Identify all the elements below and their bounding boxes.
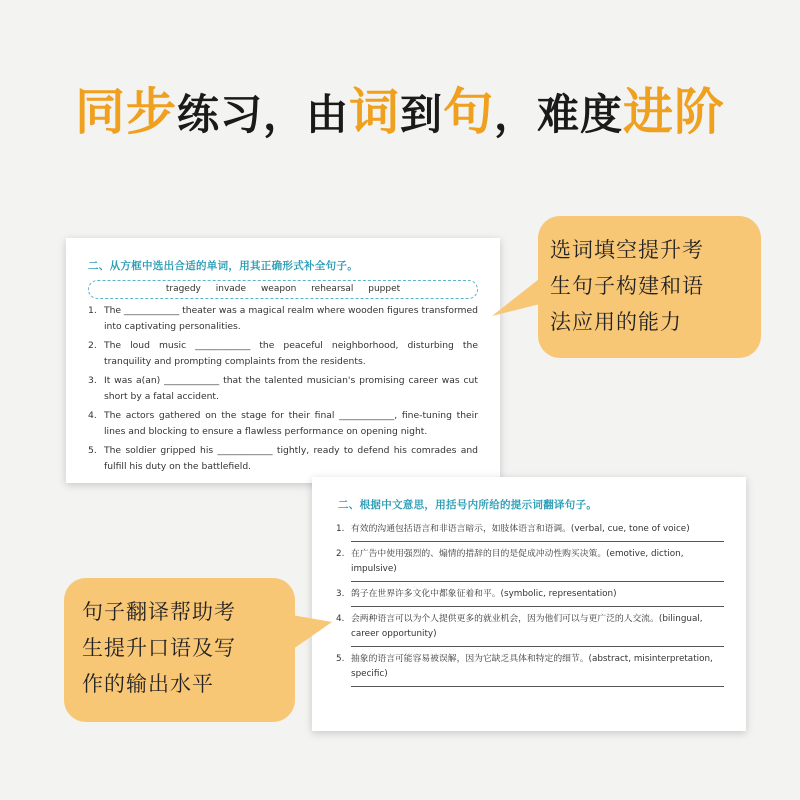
question-number: 3. xyxy=(88,375,97,386)
bubble-line: 法应用的能力 xyxy=(550,310,682,334)
question-number: 4. xyxy=(88,410,97,421)
bubble-line: 生提升口语及写 xyxy=(82,636,236,660)
answer-line xyxy=(351,686,724,687)
section-title: 二、根据中文意思，用括号内所给的提示词翻译句子。 xyxy=(338,499,598,511)
translation-item xyxy=(336,652,724,687)
item-text: 在广告中使用强烈的、煽情的措辞的目的是促成冲动性购买决策。(emotive, diction, impulsive) xyxy=(351,549,684,574)
item-text: 会两种语言可以为个人提供更多的就业机会，因为他们可以与更广泛的人交流。(bilingual, career opportunity) xyxy=(351,614,703,639)
question-number: 2. xyxy=(88,340,97,351)
translation-list xyxy=(334,522,724,687)
item-text: 有效的沟通包括语言和非语言暗示，如肢体语言和语调。(verbal, cue, tone of voice) xyxy=(351,524,690,534)
headline-part: ，难度 xyxy=(494,90,624,139)
bubble-line: 作的输出水平 xyxy=(82,672,214,696)
answer-line xyxy=(351,606,724,607)
translation-item xyxy=(336,587,724,607)
headline-part: 进阶 xyxy=(623,83,726,141)
word-bank-item: weapon xyxy=(260,284,297,294)
question-text: The soldier gripped his ____________ tightly, ready to defend his comrades and fulfill his duty on the battlefield. xyxy=(104,445,478,472)
question-item xyxy=(88,303,478,334)
answer-line xyxy=(351,646,724,647)
question-item xyxy=(88,443,478,474)
section-title: 二、从方框中选出合适的单词，用其正确形式补全句子。 xyxy=(88,260,358,272)
word-bank-item: rehearsal xyxy=(311,284,354,294)
question-text: The ____________ theater was a magical realm where wooden figures transformed into captivating personalities. xyxy=(104,305,478,332)
item-text: 抽象的语言可能容易被误解，因为它缺乏具体和特定的细节。(abstract, misinterpretation, specific) xyxy=(351,654,713,679)
headline-part: 句 xyxy=(443,83,494,141)
word-bank-item: invade xyxy=(215,284,247,294)
item-number: 1. xyxy=(336,524,345,534)
page-headline xyxy=(0,72,800,144)
question-text: It was a(an) ____________ that the talented musician's promising career was cut short by a fatal accident. xyxy=(104,375,478,402)
word-bank-item: tragedy xyxy=(165,284,201,294)
question-item xyxy=(88,338,478,369)
headline-part: 词 xyxy=(348,83,400,141)
question-number: 1. xyxy=(88,305,97,316)
bubble-line: 句子翻译帮助考 xyxy=(82,600,236,624)
item-text: 鸽子在世界许多文化中都象征着和平。(symbolic, representation) xyxy=(351,589,617,599)
answer-line xyxy=(351,541,724,542)
translation-item xyxy=(336,612,724,647)
headline-part: 练习，由 xyxy=(176,90,349,139)
question-item xyxy=(88,408,478,439)
headline-part: 同步 xyxy=(74,83,177,141)
translation-exercise-card xyxy=(312,477,746,731)
item-number: 3. xyxy=(336,589,345,599)
question-list xyxy=(88,303,478,474)
translation-item xyxy=(336,522,724,542)
question-text: The loud music ____________ the peaceful neighborhood, disturbing the tranquility and prompting complaints from the residents. xyxy=(104,340,478,367)
item-number: 2. xyxy=(336,549,345,559)
bubble-line: 选词填空提升考 xyxy=(550,238,704,262)
bubble-line: 生句子构建和语 xyxy=(550,274,704,298)
question-item xyxy=(88,373,478,404)
headline-part: 到 xyxy=(399,90,443,139)
word-bank-item: puppet xyxy=(368,284,401,294)
question-text: The actors gathered on the stage for their final ____________, fine-tuning their lines and blocking to ensure a flawless performance on opening night. xyxy=(104,410,478,437)
item-number: 5. xyxy=(336,654,345,664)
answer-line xyxy=(351,581,724,582)
fill-in-exercise-card xyxy=(66,238,500,483)
question-number: 5. xyxy=(88,445,97,456)
item-number: 4. xyxy=(336,614,345,624)
word-bank xyxy=(88,280,478,299)
translation-item xyxy=(336,547,724,582)
speech-bubble-translation xyxy=(64,578,295,722)
speech-bubble-fill-in xyxy=(538,216,761,358)
